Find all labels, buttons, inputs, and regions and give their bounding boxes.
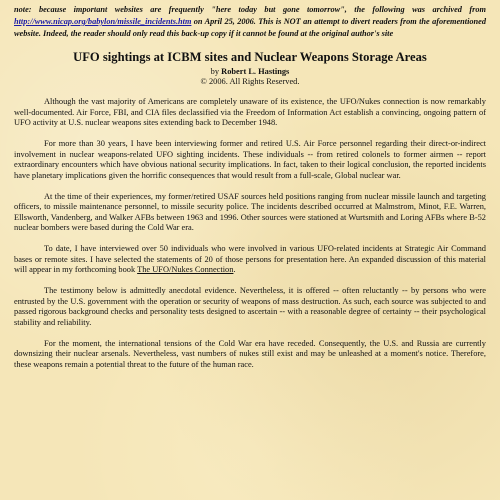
- body-paragraph-5: [14, 286, 486, 328]
- paragraph-text: At the time of their experiences, my former/retired USAF sources held positions ranging from nuclear missile launch and targeting officers, to missile maintenance personnel, to missile security police. The incidents described occurred at Malmstrom, Minot, F.E. Warren, Ellsworth, Vandenberg, and Walker AFBs between 1963 and 1996. Other sources were stationed at Wurtsmith and Loring AFBs where B-52 nuclear bombers were based during the Cold War era.: [14, 191, 486, 232]
- body-paragraph-2: [14, 139, 486, 181]
- book-title-link[interactable]: The UFO/Nukes Connection: [137, 265, 234, 274]
- byline-prefix: by: [210, 67, 222, 76]
- paragraph-text: To date, I have interviewed over 50 individuals who were involved in various UFO-related incidents at Strategic Air Command bases or remote sites. I have selected the statements of 20 of those persons for presentation here. An expanded discussion of this material will appear in my forthcoming book: [14, 244, 486, 274]
- body-paragraph-6: [14, 339, 486, 371]
- article-title: UFO sightings at ICBM sites and Nuclear Weapons Storage Areas: [73, 50, 427, 64]
- body-paragraph-4: [14, 244, 486, 276]
- paragraph-text: Although the vast majority of Americans are completely unaware of its existence, the UFO/Nukes connection is now remarkably well-documented. Air Force, FBI, and CIA files declassified via the Freedom of Information Act establish a convincing, ongoing pattern of UFO activity at U.S. nuclear weapons sites extending back to December 1948.: [14, 97, 486, 127]
- copyright-notice: © 2006. All Rights Reserved.: [200, 77, 300, 86]
- paragraph-text: For the moment, the international tensions of the Cold War era have receded. Consequently, the U.S. and Russia are currently downsizing their nuclear arsenals. Nevertheless, vast numbers of nukes still exist and may be unleashed at a moment's notice. Therefore, these weapons remain a potential threat to the future of the human race.: [14, 338, 486, 369]
- archive-note: [14, 4, 486, 40]
- paragraph-text: The testimony below is admittedly anecdotal evidence. Nevertheless, it is offered -- often reluctantly -- by persons who were entrusted by the U.S. government with the operation or security of weapons of mass destruction. As such, each source was subjected to and passed rigorous background checks and personality tests designed to ascertain -- with a reasonable degree of certainty -- their psychological stability and reliability.: [14, 286, 486, 327]
- byline: [14, 67, 486, 77]
- archive-note-before: note: because important websites are frequently "here today but gone tomorrow", the following was archived from: [14, 5, 486, 14]
- body-paragraph-1: [14, 97, 486, 129]
- body-paragraph-3: [14, 192, 486, 234]
- paragraph-text-end: .: [233, 265, 236, 274]
- archive-source-link[interactable]: http://www.nicap.org/babylon/missile_incidents.htm: [14, 17, 192, 26]
- author-name: Robert L. Hastings: [221, 67, 290, 76]
- archive-note-after: on April 25, 2006. This is NOT an attempt to divert readers from the aforementioned website. Indeed, the reader should only read this back-up copy if it cannot be found at the original author's site: [14, 17, 486, 38]
- paragraph-text: For more than 30 years, I have been interviewing former and retired U.S. Air Force personnel regarding their direct-or-indirect involvement in nuclear weapons-related UFO sighting incidents. These individuals -- from retired colonels to former airmen -- report extraordinary encounters which have obvious national security implications. In fact, taken to their logical conclusion, the reported incidents have planetary implications given the horrific consequences that would result from a full-scale, Global nuclear war.: [14, 139, 486, 180]
